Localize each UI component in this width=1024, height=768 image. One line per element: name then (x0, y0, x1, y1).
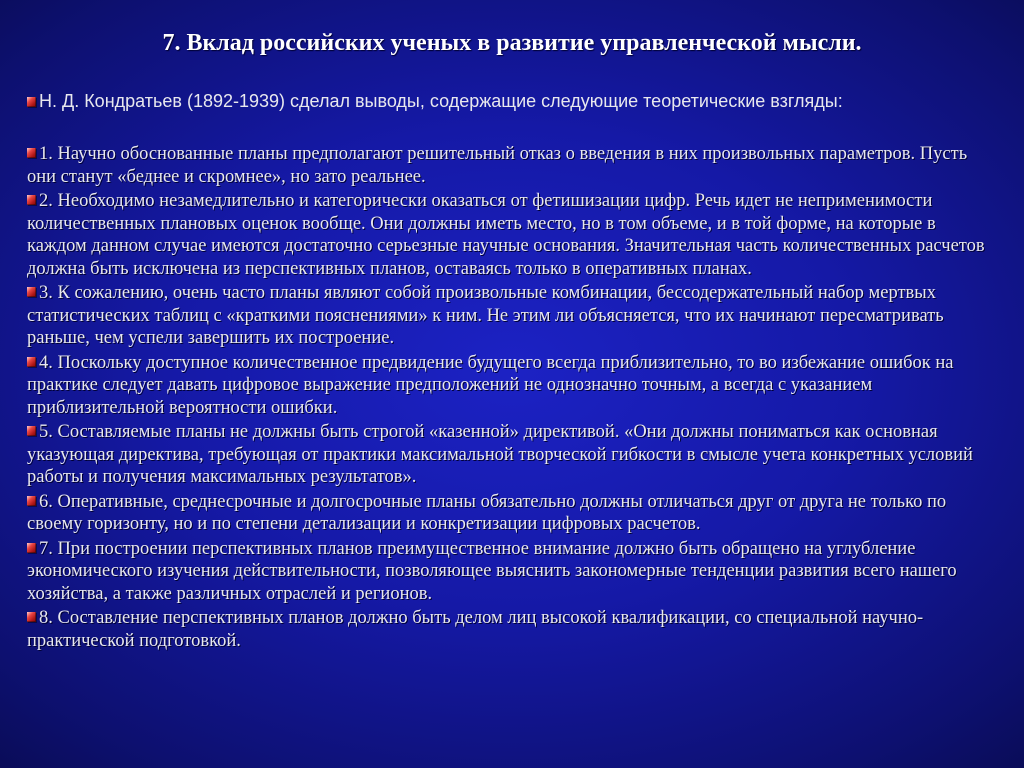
square-bullet-icon (27, 496, 36, 506)
list-item (27, 190, 995, 280)
slide-title: 7. Вклад российских ученых в развитие управленческой мысли. (162, 30, 862, 56)
square-bullet-icon (27, 97, 36, 107)
list-item (27, 491, 995, 536)
list-item (27, 143, 995, 188)
list-item (27, 538, 995, 606)
list-item (27, 282, 995, 350)
list-item (27, 607, 995, 652)
square-bullet-icon (27, 357, 36, 367)
list-item-text: 1. Научно обоснованные планы предполагают решительный отказ о введения в них произвольных параметров. Пусть они станут «беднее и скромнее», но зато реальнее. (27, 144, 968, 187)
list-item-text: 7. При построении перспективных планов преимущественное внимание должно быть обращено на углубление экономического изучения действительности, позволяющее выяснить закономерные тенденции развития всего нашего хозяйства, а также различных отраслей и регионов. (27, 538, 957, 604)
square-bullet-icon (27, 612, 36, 622)
square-bullet-icon (27, 148, 36, 158)
square-bullet-icon (27, 543, 36, 553)
list-item (27, 352, 995, 420)
intro-text: Н. Д. Кондратьев (1892-1939) сделал выводы, содержащие следующие теоретические взгляды: (39, 91, 843, 111)
list-item-text: 4. Поскольку доступное количественное предвидение будущего всегда приблизительно, то во избежание ошибок на практике следует давать цифровое выражение предположений не однозначно точным, а всегда с указанием приблизительной вероятности ошибки. (27, 352, 954, 418)
theses-list (27, 143, 995, 654)
intro-paragraph (27, 90, 1007, 112)
list-item-text: 3. К сожалению, очень часто планы являют собой произвольные комбинации, бессодержательный набор мертвых статистических таблиц с «краткими пояснениями» к ним. Не этим ли объясняется, что их начинают пересматривать раньше, чем успели завершить их построение. (27, 283, 944, 348)
square-bullet-icon (27, 195, 36, 205)
square-bullet-icon (27, 287, 36, 297)
list-item (27, 421, 995, 489)
list-item-text: 5. Составляемые планы не должны быть строгой «казенной» директивой. «Они должны пониматься как основная указующая директива, требующая от практики максимальной творческой гибкости в смысле учета конкретных условий работы и получения максимальных результатов». (27, 422, 973, 487)
square-bullet-icon (27, 426, 36, 436)
list-item-text: 2. Необходимо незамедлительно и категорически оказаться от фетишизации цифр. Речь идет не неприменимости количественных плановых оценок вообще. Они должны иметь место, но в том объеме, и в той форме, на которые в каждом данном случае имеются достаточно серьезные научные основания. Значительная часть количественных расчетов должна быть исключена из перспективных планов, оставаясь только в оперативных планах. (27, 191, 985, 279)
list-item-text: 8. Составление перспективных планов должно быть делом лиц высокой квалификации, со специальной научно-практической подготовкой. (27, 608, 924, 651)
list-item-text: 6. Оперативные, среднесрочные и долгосрочные планы обязательно должны отличаться друг от друга не только по своему горизонту, но и по степени детализации и конкретизации цифровых расчетов. (27, 491, 947, 534)
